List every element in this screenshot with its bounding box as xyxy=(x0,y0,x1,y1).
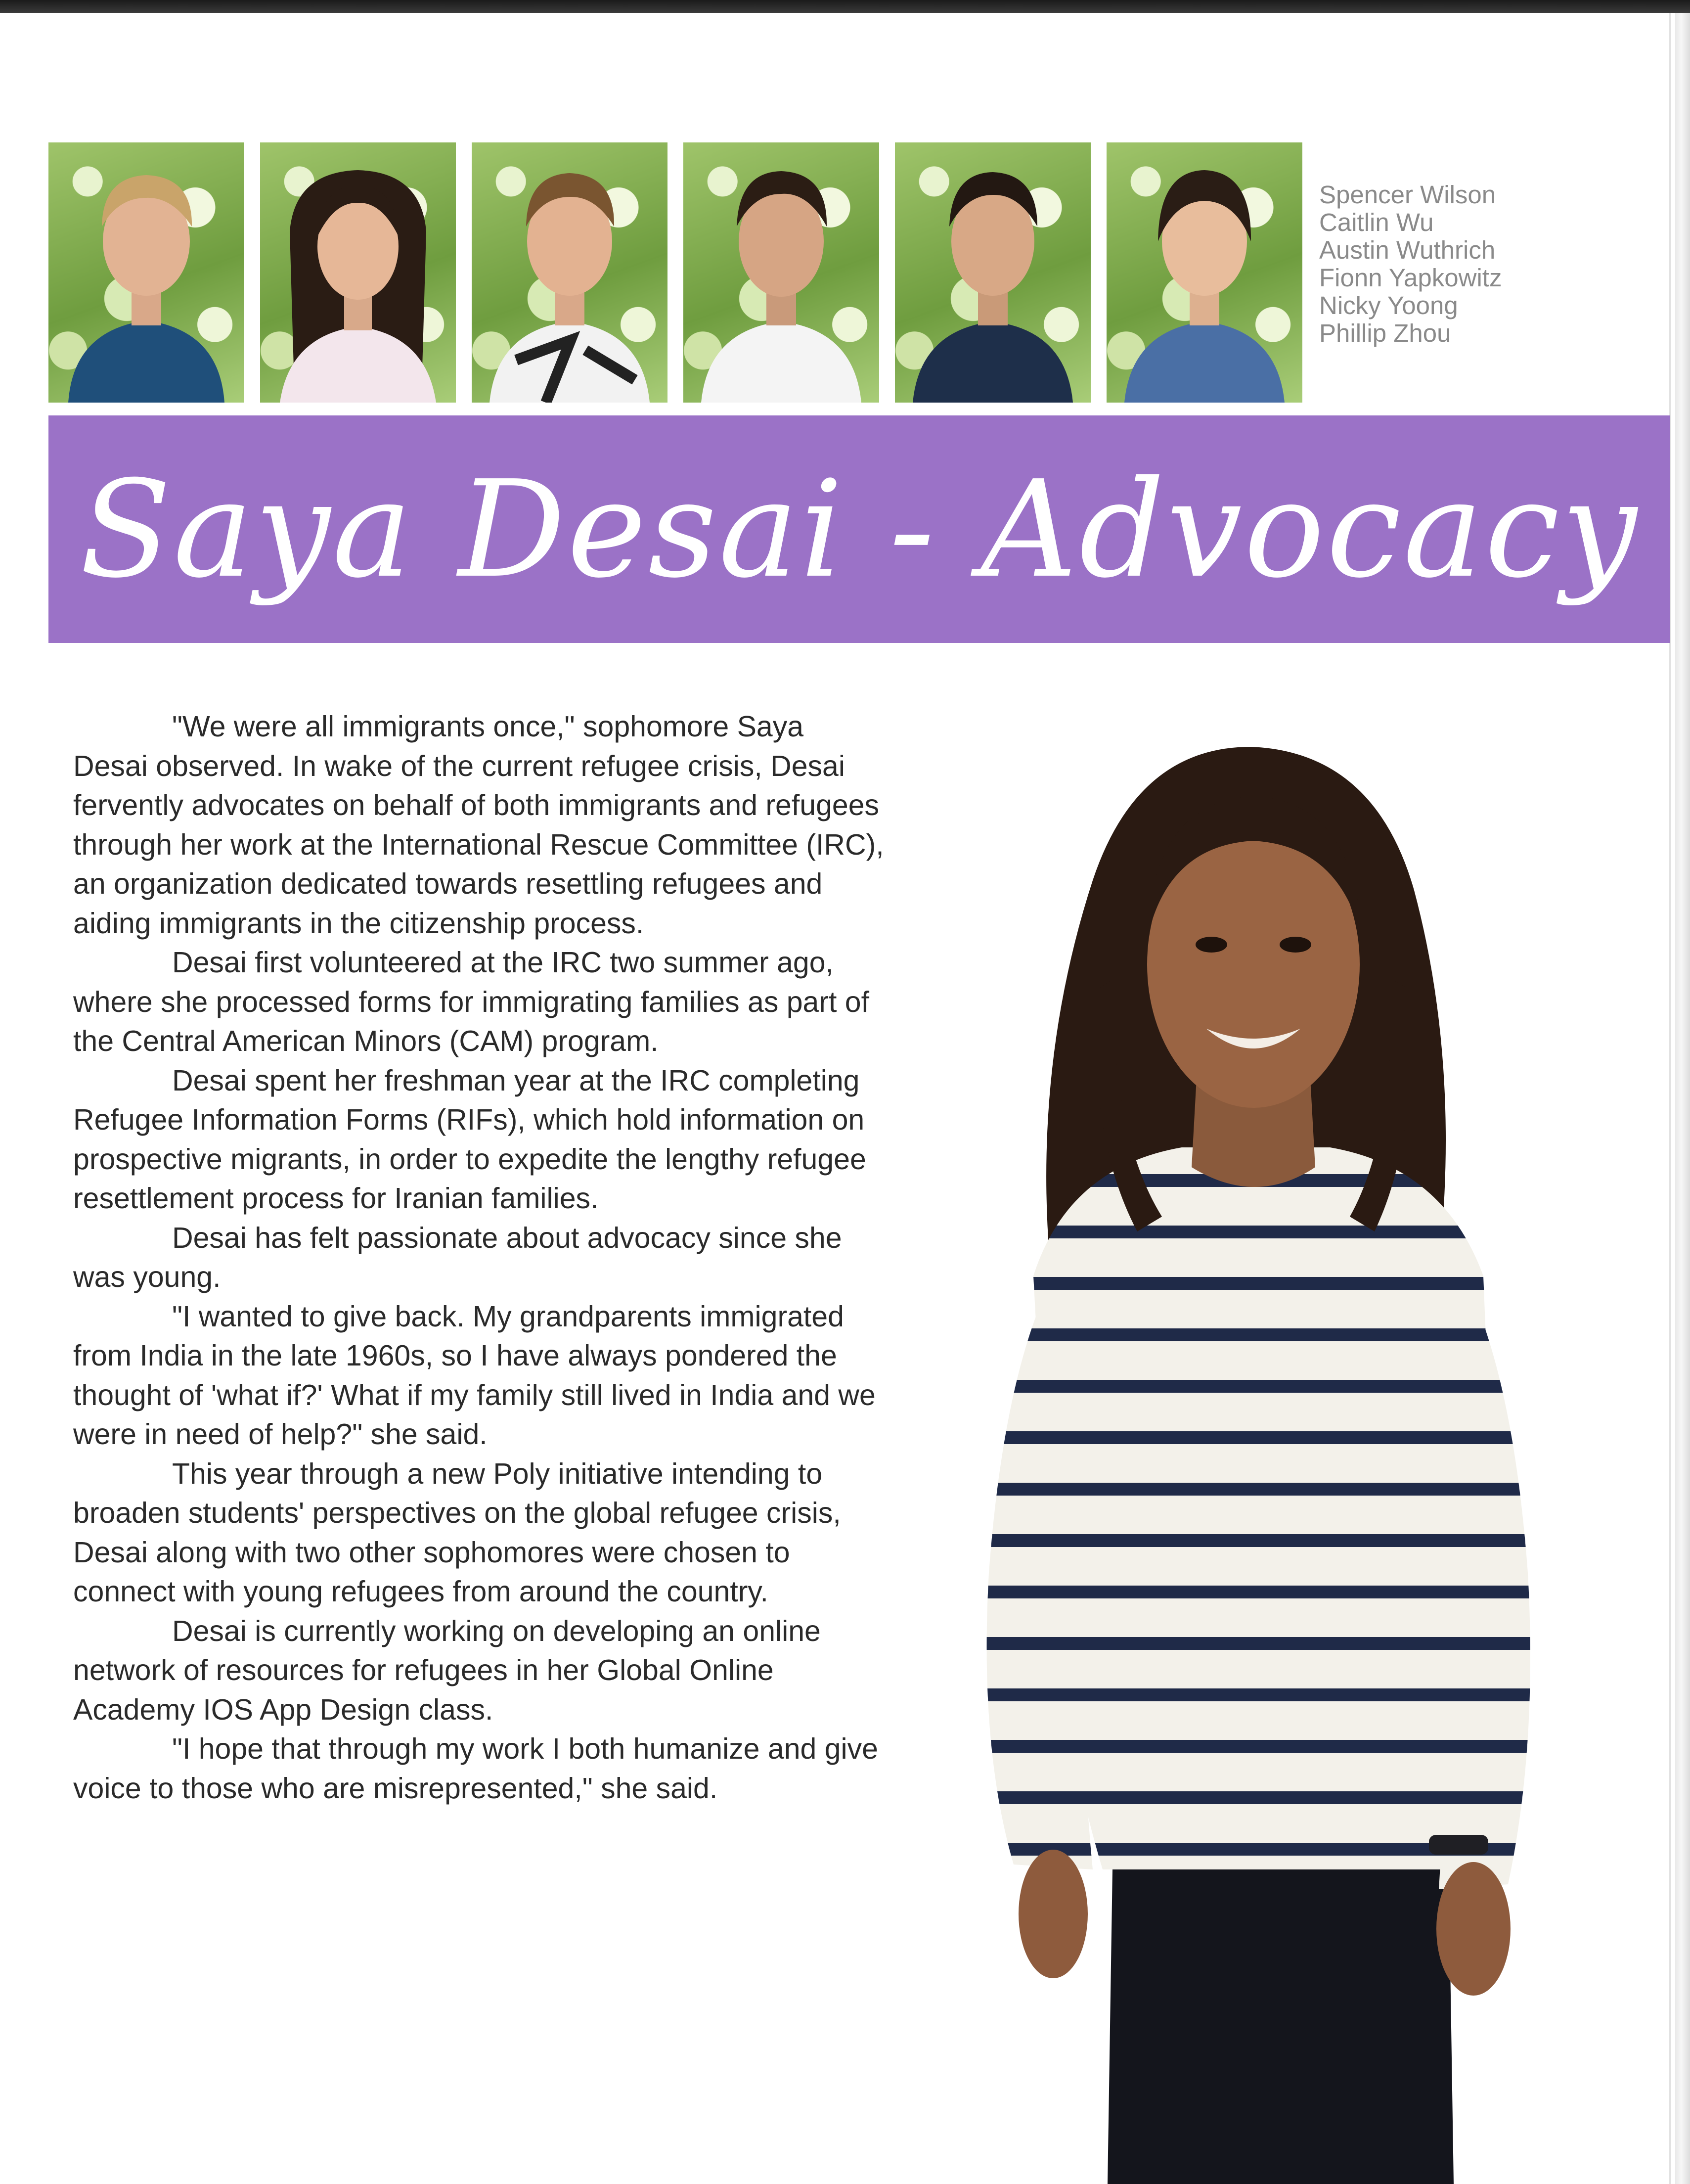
featured-portrait xyxy=(905,732,1587,2184)
article-body xyxy=(73,707,884,1808)
article-paragraph: "We were all immigrants once," sophomore Saya Desai observed. In wake of the current refugee crisis, Desai fervently advocates on behalf of both immigrants and refugees through her work at the International Rescue Committee (IRC), an organization dedicated towards resettling refugees and aiding immigrants in the citizenship process. xyxy=(73,710,884,940)
portrait-name: Phillip Zhou xyxy=(1319,319,1451,347)
article-paragraph: "I hope that through my work I both humanize and give voice to those who are misrepresented," she said. xyxy=(73,1732,878,1805)
portrait-name: Nicky Yoong xyxy=(1319,291,1458,319)
article-paragraph: Desai spent her freshman year at the IRC completing Refugee Information Forms (RIFs), which hold information on prospective migrants, in order to expedite the lengthy refugee resettlement process for Iranian families. xyxy=(73,1064,866,1215)
portrait-name: Fionn Yapkowitz xyxy=(1319,264,1502,292)
page-title: Saya Desai - Advocacy xyxy=(80,451,1639,607)
portrait-photo xyxy=(472,142,667,403)
portrait-photo xyxy=(895,142,1091,403)
scan-edge-top xyxy=(0,0,1690,13)
article-paragraph: Desai has felt passionate about advocacy since she was young. xyxy=(73,1221,842,1293)
portrait-name: Spencer Wilson xyxy=(1319,181,1496,209)
article-paragraph: Desai is currently working on developing an online network of resources for refugees in her Global Online Academy IOS App Design class. xyxy=(73,1614,821,1726)
portrait-photo xyxy=(683,142,879,403)
portrait-photo xyxy=(260,142,456,403)
article-paragraph: "I wanted to give back. My grandparents immigrated from India in the late 1960s, so I have always pondered the thought of 'what if?' What if my family still lived in India and we were in need of help?" she said. xyxy=(73,1300,876,1451)
portrait-name-list xyxy=(1319,181,1527,347)
portrait-name: Caitlin Wu xyxy=(1319,208,1434,236)
title-banner xyxy=(48,415,1670,643)
page-spine xyxy=(1669,13,1671,2184)
portrait-photo xyxy=(1107,142,1302,403)
article-paragraph: This year through a new Poly initiative intending to broaden students' perspectives on the global refugee crisis, Desai along with two other sophomores were chosen to connect with young refugees from around the country. xyxy=(73,1457,841,1608)
portrait-photo xyxy=(48,142,244,403)
scan-edge-right xyxy=(1675,13,1690,2184)
article-paragraph: Desai first volunteered at the IRC two summer ago, where she processed forms for immigrating families as part of the Central American Minors (CAM) program. xyxy=(73,946,869,1057)
portrait-name: Austin Wuthrich xyxy=(1319,236,1496,264)
